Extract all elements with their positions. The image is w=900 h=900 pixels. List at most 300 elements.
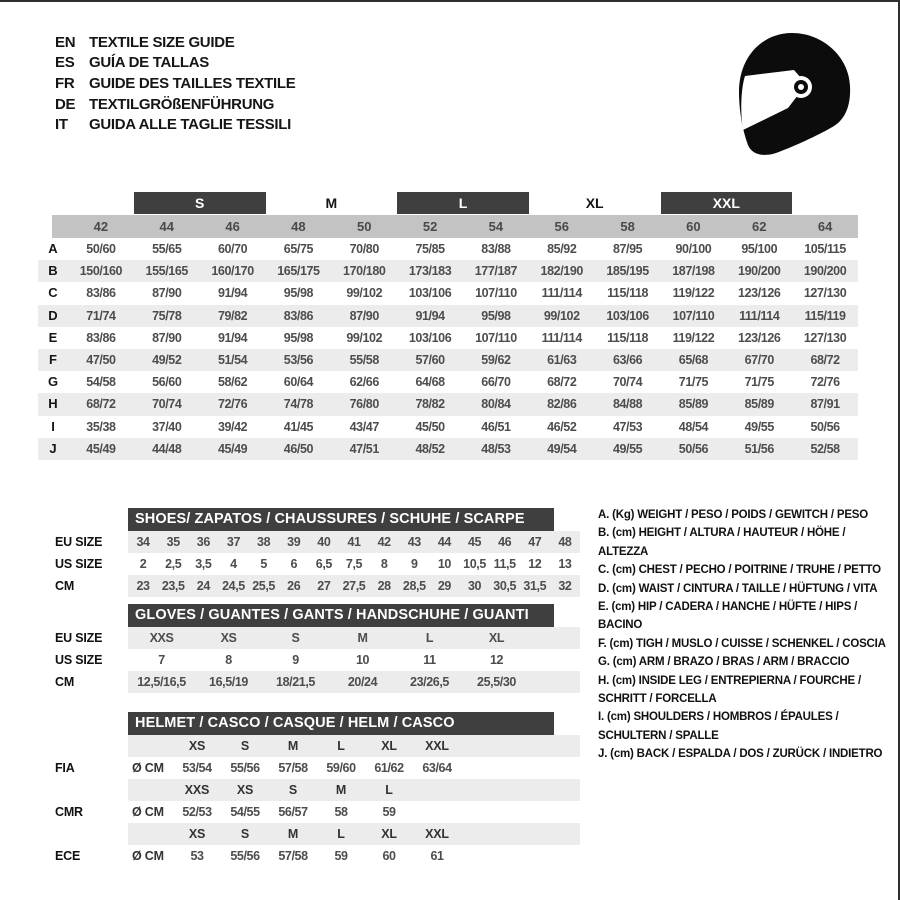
measurement-value: 190/200 — [803, 264, 847, 279]
measurement-value: 46/50 — [283, 441, 314, 456]
measurement-value: 91/94 — [415, 308, 445, 323]
measurement-row — [38, 282, 858, 304]
measurement-value: 65/75 — [283, 242, 314, 256]
helmet-size-value: 54/55 — [230, 805, 260, 819]
language-row — [55, 32, 295, 53]
legend-item: J. (cm) BACK / ESPALDA / DOS / ZURÜCK / INDIETRO — [598, 748, 883, 761]
size-value: L — [425, 631, 434, 645]
measurement-legend — [598, 506, 898, 764]
measurement-value: 115/119 — [804, 308, 846, 323]
measurement-row — [38, 327, 858, 349]
helmet-size-label: XXS — [184, 783, 210, 797]
size-row-label: CM — [55, 579, 75, 593]
measurement-row-letter: D — [48, 307, 58, 323]
measurement-row — [38, 438, 858, 460]
size-value: 28,5 — [402, 579, 426, 593]
size-value: 31,5 — [523, 579, 547, 593]
helmet-size-value: 59 — [334, 849, 348, 863]
measurement-value: 165/175 — [277, 264, 320, 279]
size-group-l: L — [397, 192, 529, 214]
helmet-size-value: 59 — [382, 805, 396, 819]
size-value: 12 — [528, 557, 542, 571]
measurement-value: 170/180 — [343, 264, 386, 279]
measurement-value: 51/56 — [744, 441, 774, 456]
helmet-size-header-row — [38, 779, 580, 801]
size-group-m: M — [325, 195, 338, 211]
size-group-xl: XL — [585, 195, 604, 211]
size-value: 29 — [437, 579, 451, 593]
measurement-value: 107/110 — [672, 308, 715, 323]
standard-label: FIA — [55, 761, 75, 775]
measurement-value: 111/114 — [739, 308, 780, 323]
size-value: 10 — [355, 653, 370, 667]
measurement-value: 43/47 — [349, 419, 379, 434]
measurement-value: 187/198 — [672, 264, 715, 279]
size-row — [38, 627, 580, 649]
gloves-table-title: GLOVES / GUANTES / GANTS / HANDSCHUHE / GUANTI — [128, 604, 554, 627]
size-value: 37 — [226, 535, 241, 549]
size-value: 27,5 — [342, 579, 366, 593]
size-row-label: CM — [55, 675, 75, 689]
language-code: IT — [55, 116, 68, 134]
measurement-value: 85/89 — [744, 397, 774, 412]
size-value: 41 — [347, 535, 361, 549]
size-value: 7,5 — [345, 557, 363, 571]
measurement-row — [38, 349, 858, 371]
language-row — [55, 94, 295, 115]
shoes-size-table — [38, 508, 580, 597]
size-value: 2 — [139, 557, 147, 571]
helmet-size-header-row — [38, 735, 580, 757]
measurement-value: 82/86 — [547, 397, 577, 412]
helmet-value-row — [38, 845, 580, 867]
measurement-value: 91/94 — [217, 286, 248, 301]
helmet-size-label: M — [287, 739, 299, 753]
size-column-header: 42 — [68, 215, 134, 238]
size-value: 48 — [558, 535, 572, 549]
helmet-size-value: 61/62 — [374, 761, 404, 775]
size-value: 8 — [380, 557, 388, 571]
measurement-value: 185/195 — [606, 264, 649, 279]
measurement-value: 55/58 — [349, 352, 379, 367]
measurement-value: 68/72 — [86, 397, 116, 412]
measurement-value: 74/78 — [283, 397, 314, 412]
legend-item: A. (Kg) WEIGHT / PESO / POIDS / GEWITCH / PESO — [598, 509, 869, 521]
size-row — [38, 671, 580, 693]
measurement-value: 68/72 — [810, 352, 840, 367]
measurement-value: 39/42 — [217, 419, 248, 434]
gloves-rows — [38, 627, 580, 693]
size-row — [38, 553, 580, 575]
helmet-size-label: XXL — [425, 827, 449, 841]
measurement-value: 87/90 — [349, 308, 379, 323]
size-value: 8 — [225, 653, 232, 667]
measurement-value: 95/98 — [283, 286, 314, 301]
measurement-row — [38, 238, 858, 260]
measurement-value: 61/63 — [547, 352, 577, 367]
measurement-row-letter: E — [48, 329, 58, 345]
legend-item: E. (cm) HIP / CADERA / HANCHE / HÜFTE / HIPS / BACINO — [598, 601, 858, 632]
measurement-value: 58/62 — [217, 375, 248, 390]
size-row — [38, 649, 580, 671]
measurement-value: 107/110 — [475, 286, 517, 301]
size-value: 25,5/30 — [477, 675, 516, 689]
measurement-value: 59/62 — [481, 352, 511, 367]
helmet-size-value: 53/54 — [182, 761, 212, 775]
size-column-header: 64 — [792, 215, 858, 238]
measurement-value: 83/86 — [86, 286, 116, 301]
measurement-value: 52/58 — [810, 441, 840, 456]
helmet-size-value: 59/60 — [326, 761, 356, 775]
size-column-header: 60 — [661, 215, 727, 238]
standard-label: CMR — [55, 805, 83, 819]
gloves-size-table — [38, 604, 580, 693]
measurement-value: 72/76 — [217, 397, 248, 412]
measurement-value: 49/55 — [612, 441, 643, 456]
measurement-value: 103/106 — [408, 330, 452, 345]
size-value: 35 — [166, 535, 180, 549]
size-value: XL — [488, 631, 505, 645]
measurement-value: 111/114 — [541, 330, 582, 345]
measurement-value: 72/76 — [810, 375, 840, 390]
size-value: 40 — [317, 535, 331, 549]
size-value: 11,5 — [493, 557, 516, 571]
measurement-value: 83/86 — [86, 330, 116, 345]
measurement-value: 99/102 — [346, 330, 383, 345]
measurement-row-letter: H — [48, 396, 58, 412]
measurement-value: 49/54 — [547, 441, 577, 456]
helmet-size-value: 53 — [190, 849, 204, 863]
size-value: 36 — [196, 535, 210, 549]
size-value: 5 — [260, 557, 267, 571]
language-title: GUIDE DES TAILLES TEXTILE — [89, 74, 296, 92]
measurement-value: 56/60 — [152, 375, 182, 390]
measurement-value: 115/118 — [607, 286, 649, 301]
measurement-value: 119/122 — [672, 330, 715, 345]
size-value: 32 — [558, 579, 572, 593]
size-value: 42 — [377, 535, 391, 549]
helmet-size-label: XXL — [425, 739, 449, 753]
measurement-value: 90/100 — [675, 242, 712, 256]
size-row-label: US SIZE — [55, 653, 103, 667]
unit-label: Ø CM — [132, 805, 164, 819]
helmet-size-label: M — [335, 783, 347, 797]
measurement-value: 123/126 — [738, 286, 781, 301]
measurement-value: 80/84 — [481, 397, 511, 412]
size-value: 10,5 — [463, 557, 486, 571]
size-value: 24,5 — [222, 579, 245, 593]
size-value: 38 — [257, 535, 271, 549]
measurement-value: 70/74 — [612, 375, 643, 390]
helmet-rows — [38, 735, 580, 867]
language-row — [55, 114, 295, 135]
measurement-value: 70/74 — [152, 397, 182, 412]
measurement-value: 48/52 — [415, 441, 445, 456]
size-value: M — [357, 631, 368, 645]
size-value: 11 — [423, 653, 436, 667]
measurement-row-letter: I — [51, 418, 55, 434]
size-value: 43 — [407, 535, 421, 549]
language-code: FR — [55, 74, 75, 92]
legend-item: H. (cm) INSIDE LEG / ENTREPIERNA / FOURCHE / SCHRITT / FORCELLA — [598, 674, 861, 706]
measurement-value: 79/82 — [217, 308, 248, 323]
measurement-value: 103/106 — [408, 286, 452, 301]
size-value: 7 — [158, 653, 165, 667]
measurement-row — [38, 305, 858, 327]
measurement-value: 173/183 — [408, 264, 452, 279]
size-column-header: 56 — [529, 215, 595, 238]
language-row — [55, 73, 295, 94]
helmet-size-label: L — [337, 827, 345, 841]
measurement-value: 83/88 — [481, 242, 511, 256]
helmet-size-table — [38, 712, 580, 867]
measurement-value: 75/85 — [415, 242, 445, 256]
helmet-size-label: XL — [381, 739, 397, 753]
helmet-size-value: 52/53 — [182, 805, 212, 819]
size-column-header: 54 — [463, 215, 529, 238]
measurement-row — [38, 416, 858, 438]
size-value: 13 — [558, 557, 572, 571]
measurement-value: 87/91 — [810, 397, 840, 412]
measurement-value: 54/58 — [86, 375, 116, 390]
measurement-value: 46/52 — [547, 419, 577, 434]
measurement-value: 119/122 — [672, 286, 715, 301]
helmet-size-label: M — [287, 827, 299, 841]
measurement-value: 48/53 — [481, 441, 511, 456]
size-group-xxl: XXL — [661, 192, 793, 214]
size-value: 23/26,5 — [410, 675, 449, 689]
size-value: 28 — [377, 579, 391, 593]
legend-item: D. (cm) WAIST / CINTURA / TAILLE / HÜFTUNG / VITA — [598, 582, 878, 595]
helmet-size-value: 63/64 — [422, 761, 452, 775]
size-column-header: 46 — [200, 215, 266, 238]
size-value: 9 — [410, 557, 418, 571]
helmet-size-value: 58 — [334, 805, 348, 819]
measurement-value: 160/170 — [211, 264, 254, 279]
size-row-label: EU SIZE — [55, 535, 103, 549]
helmet-size-value: 56/57 — [278, 805, 308, 819]
size-value: 2,5 — [165, 557, 182, 571]
size-value: 23 — [136, 579, 150, 593]
size-value: XS — [220, 631, 237, 645]
size-value: 34 — [136, 535, 150, 549]
helmet-size-label: S — [240, 827, 250, 841]
measurement-row-letter: C — [48, 285, 58, 301]
size-group-s: S — [134, 192, 266, 214]
language-title: TEXTILGRÖßENFÜHRUNG — [89, 95, 275, 113]
measurement-value: 55/65 — [152, 242, 182, 256]
measurement-row-letter: J — [49, 440, 57, 456]
size-row-label: US SIZE — [55, 557, 103, 571]
measurement-value: 45/50 — [415, 419, 445, 434]
unit-label: Ø CM — [132, 761, 164, 775]
measurement-value: 127/130 — [803, 286, 847, 301]
measurement-value: 71/74 — [86, 308, 116, 323]
language-code: ES — [55, 54, 75, 72]
legend-item: F. (cm) TIGH / MUSLO / CUISSE / SCHENKEL / COSCIA — [598, 637, 886, 650]
measurement-row — [38, 393, 858, 415]
size-column-header: 44 — [134, 215, 200, 238]
size-value: 16,5/19 — [209, 675, 248, 689]
measurement-value: 78/82 — [415, 397, 445, 412]
measurement-value: 47/50 — [86, 352, 116, 367]
measurement-value: 57/60 — [415, 352, 445, 367]
size-value: 46 — [498, 535, 512, 549]
size-value: 10 — [437, 557, 451, 571]
measurement-value: 182/190 — [540, 264, 583, 279]
language-row — [55, 53, 295, 74]
helmet-size-label: L — [337, 739, 345, 753]
size-value: 6,5 — [315, 557, 332, 571]
helmet-size-header-row — [38, 823, 580, 845]
measurement-value: 71/75 — [744, 375, 774, 390]
language-title: TEXTILE SIZE GUIDE — [89, 33, 235, 51]
legend-item: C. (cm) CHEST / PECHO / POITRINE / TRUHE / PETTO — [598, 564, 881, 577]
measurement-value: 67/70 — [744, 352, 774, 367]
language-title: GUÍA DE TALLAS — [89, 54, 209, 72]
size-value: 24 — [196, 579, 210, 593]
measurement-value: 50/56 — [678, 441, 709, 456]
measurement-row — [38, 371, 858, 393]
measurement-value: 105/115 — [804, 242, 846, 256]
size-value: 6 — [290, 557, 297, 571]
size-value: 27 — [317, 579, 331, 593]
size-column-header: 48 — [266, 215, 332, 238]
measurement-value: 51/54 — [217, 352, 248, 367]
size-group-header-row — [38, 192, 858, 214]
measurement-value: 91/94 — [217, 330, 248, 345]
measurement-value: 35/38 — [86, 419, 116, 434]
size-value: 3,5 — [195, 557, 212, 571]
racing-helmet-icon — [735, 26, 859, 158]
measurement-value: 64/68 — [415, 375, 445, 390]
size-column-header: 62 — [726, 215, 792, 238]
textile-size-table — [38, 192, 858, 460]
measurement-value: 49/55 — [744, 419, 774, 434]
size-value: 25,5 — [252, 579, 275, 593]
language-code: DE — [55, 95, 76, 113]
header-band-lead — [38, 215, 68, 238]
measurement-row-letter: A — [48, 241, 58, 256]
shoes-rows — [38, 531, 580, 597]
size-value: XXS — [149, 631, 174, 645]
helmet-size-value: 55/56 — [230, 761, 260, 775]
measurement-value: 47/53 — [612, 419, 643, 434]
size-value: 30,5 — [493, 579, 517, 593]
helmet-size-label: L — [385, 783, 393, 797]
size-value: 23,5 — [161, 579, 185, 593]
language-list — [55, 32, 295, 135]
measurement-value: 70/80 — [349, 242, 379, 256]
measurement-value: 37/40 — [152, 419, 182, 434]
measurement-value: 65/68 — [678, 352, 709, 367]
shoes-table-title: SHOES/ ZAPATOS / CHAUSSURES / SCHUHE / SCARPE — [128, 508, 554, 531]
measurement-value: 47/51 — [349, 441, 379, 456]
measurement-value: 87/90 — [152, 286, 182, 301]
helmet-size-label: XS — [236, 783, 254, 797]
language-title: GUIDA ALLE TAGLIE TESSILI — [89, 116, 291, 134]
measurement-value: 95/100 — [741, 242, 778, 256]
measurement-value: 53/56 — [283, 352, 314, 367]
size-value: 4 — [230, 557, 237, 571]
size-value: 12,5/16,5 — [137, 675, 186, 689]
helmet-size-label: S — [240, 739, 250, 753]
size-row — [38, 575, 580, 597]
helmet-size-value: 55/56 — [230, 849, 260, 863]
measurement-value: 177/187 — [474, 264, 518, 279]
measurement-value: 111/114 — [541, 286, 582, 301]
measurement-value: 123/126 — [738, 330, 781, 345]
helmet-value-row — [38, 757, 580, 779]
size-value: 9 — [292, 653, 299, 667]
measurement-value: 87/95 — [612, 242, 643, 256]
measurement-value: 60/70 — [217, 242, 248, 256]
language-code: EN — [55, 33, 76, 51]
size-value: 47 — [528, 535, 542, 549]
size-value: 20/24 — [347, 675, 378, 689]
measurement-value: 84/88 — [612, 397, 643, 412]
helmet-size-label: S — [288, 783, 298, 797]
size-value: 39 — [287, 535, 301, 549]
measurement-value: 50/60 — [86, 242, 116, 256]
measurement-value: 49/52 — [152, 352, 182, 367]
helmet-value-row — [38, 801, 580, 823]
unit-label: Ø CM — [132, 849, 164, 863]
measurement-value: 68/72 — [547, 375, 577, 390]
measurement-value: 50/56 — [810, 419, 840, 434]
measurement-value: 127/130 — [803, 330, 847, 345]
measurement-value: 103/106 — [606, 308, 649, 323]
measurement-value: 190/200 — [738, 264, 781, 279]
legend-item: I. (cm) SHOULDERS / HOMBROS / ÉPAULES / SCHULTERN / SPALLE — [598, 711, 839, 742]
measurement-rows — [38, 238, 858, 460]
measurement-value: 155/165 — [145, 264, 188, 279]
measurement-value: 85/92 — [547, 242, 577, 256]
measurement-value: 45/49 — [86, 441, 116, 456]
size-value: 26 — [287, 579, 301, 593]
helmet-size-value: 57/58 — [278, 849, 308, 863]
measurement-value: 99/102 — [543, 308, 580, 323]
measurement-value: 76/80 — [349, 397, 379, 412]
measurement-value: 48/54 — [678, 419, 709, 434]
size-value: 12 — [489, 653, 504, 667]
legend-item: G. (cm) ARM / BRAZO / BRAS / ARM / BRACCIO — [598, 656, 850, 669]
helmet-size-label: XL — [381, 827, 397, 841]
measurement-value: 60/64 — [283, 375, 314, 390]
helmet-size-label: XS — [188, 739, 206, 753]
measurement-value: 44/48 — [152, 441, 182, 456]
size-value: 30 — [467, 579, 482, 593]
helmet-size-value: 60 — [382, 849, 396, 863]
measurement-value: 83/86 — [283, 308, 314, 323]
size-value: 18/21,5 — [276, 675, 315, 689]
measurement-row-letter: B — [48, 263, 58, 279]
measurement-value: 87/90 — [152, 330, 182, 345]
measurement-value: 99/102 — [346, 286, 383, 301]
size-row — [38, 531, 580, 553]
measurement-value: 85/89 — [678, 397, 709, 412]
measurement-value: 107/110 — [475, 330, 517, 345]
measurement-value: 66/70 — [481, 375, 511, 390]
size-column-header: 52 — [397, 215, 463, 238]
size-row-label: EU SIZE — [55, 631, 103, 645]
helmet-table-title: HELMET / CASCO / CASQUE / HELM / CASCO — [128, 712, 554, 735]
measurement-row — [38, 260, 858, 282]
size-column-header: 58 — [595, 215, 661, 238]
standard-label: ECE — [55, 849, 81, 863]
measurement-value: 45/49 — [217, 441, 248, 456]
measurement-value: 46/51 — [481, 419, 511, 434]
